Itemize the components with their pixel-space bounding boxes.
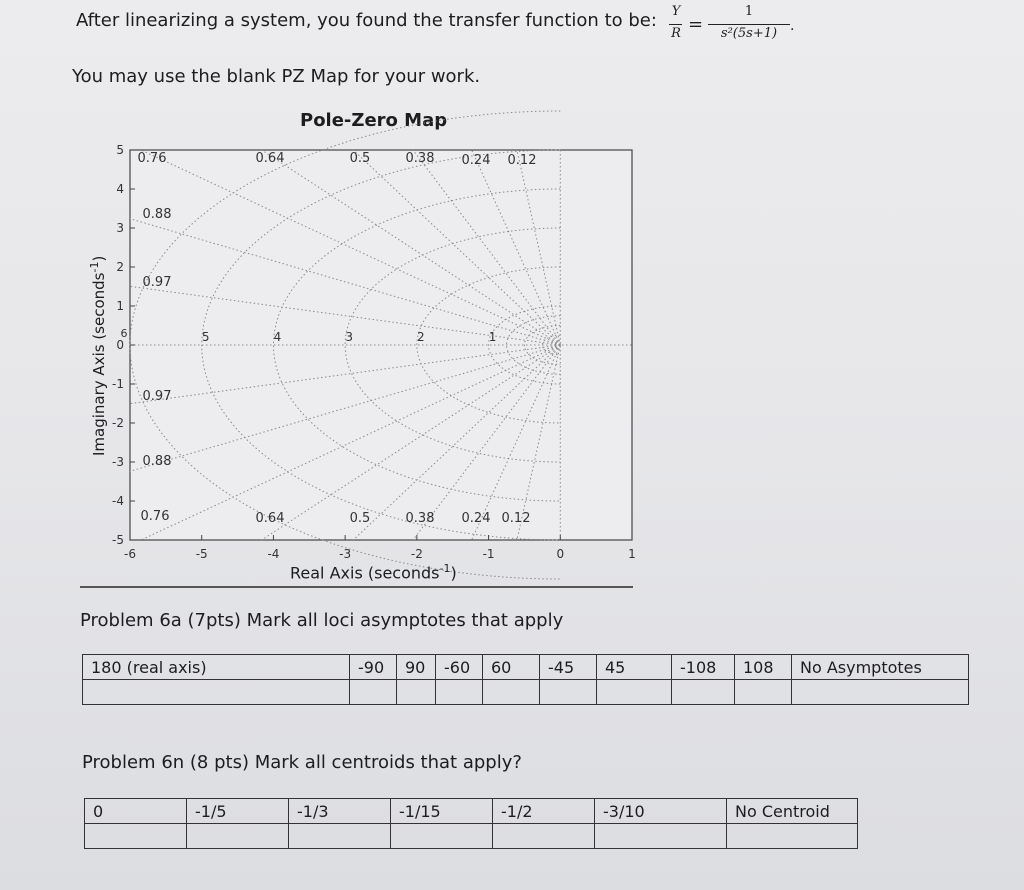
x-axis-label: Real Axis (seconds$^{-1}$) — [290, 562, 457, 583]
answer-cell[interactable] — [792, 680, 969, 705]
asymptote-answer-row — [83, 680, 969, 705]
frequency-label: 3 — [345, 330, 353, 344]
answer-cell[interactable] — [540, 680, 597, 705]
y-tick-label: 5 — [116, 143, 124, 157]
y-tick-label: -4 — [112, 494, 124, 508]
chart-bottom-border — [80, 586, 633, 588]
answer-cell[interactable] — [597, 680, 672, 705]
tf-denominator-r: R — [671, 26, 681, 41]
damping-label: 0.64 — [255, 151, 285, 166]
answer-cell[interactable] — [595, 824, 727, 849]
option-90: 90 — [397, 655, 436, 680]
option-neg1-15: -1/15 — [391, 799, 493, 824]
asymptotes-table — [82, 654, 969, 705]
answer-cell[interactable] — [436, 680, 483, 705]
answer-cell[interactable] — [483, 680, 540, 705]
x-tick-label: -3 — [339, 547, 352, 561]
y-tick-label: -5 — [112, 533, 124, 547]
asymptote-labels-row — [83, 655, 969, 680]
answer-cell[interactable] — [493, 824, 595, 849]
option-neg108: -108 — [672, 655, 735, 680]
frequency-label: 5 — [201, 330, 210, 344]
x-tick-label: 1 — [628, 547, 636, 561]
option-neg90: -90 — [350, 655, 397, 680]
option-neg45: -45 — [540, 655, 597, 680]
y-axis-label: Imaginary Axis (seconds$^{-1}$) — [88, 255, 108, 456]
tf-period: . — [790, 18, 795, 34]
problem-6n-text: Problem 6n (8 pts) Mark all centroids that apply? — [82, 752, 522, 773]
problem-6a-text: Problem 6a (7pts) Mark all loci asymptotes that apply — [80, 610, 564, 631]
tf-denominator: s²(5s+1) — [720, 26, 778, 41]
option-no-asymptotes: No Asymptotes — [792, 655, 969, 680]
tf-numerator: 1 — [744, 4, 754, 19]
y-tick-label: -1 — [112, 377, 124, 391]
damping-label: 0.38 — [405, 511, 435, 526]
y-tick-label: 0 — [116, 338, 124, 352]
problem-intro: After linearizing a system, you found the transfer function to be: — [76, 10, 657, 31]
answer-cell[interactable] — [397, 680, 436, 705]
pz-map-note: You may use the blank PZ Map for your work. — [72, 66, 481, 87]
x-tick-label: -6 — [124, 547, 136, 561]
damping-label: 0.5 — [349, 511, 371, 526]
tf-numerator-y: Y — [671, 4, 681, 19]
option-neg1-2: -1/2 — [493, 799, 595, 824]
x-tick-label: -4 — [267, 547, 280, 561]
damping-label: 0.97 — [142, 275, 172, 290]
answer-cell[interactable] — [83, 680, 350, 705]
y-tick-label: 4 — [116, 182, 124, 196]
option-neg60: -60 — [436, 655, 483, 680]
plot-frame — [130, 150, 632, 540]
damping-label: 0.12 — [507, 153, 537, 168]
answer-cell[interactable] — [85, 824, 187, 849]
option-neg1-5: -1/5 — [187, 799, 289, 824]
frequency-label: 6 — [120, 327, 128, 340]
answer-cell[interactable] — [735, 680, 792, 705]
damping-label: 0.64 — [255, 511, 285, 526]
damping-label: 0.12 — [501, 511, 531, 526]
y-tick-label: 1 — [116, 299, 124, 313]
answer-cell[interactable] — [289, 824, 391, 849]
centroid-answer-row — [85, 824, 858, 849]
option-45: 45 — [597, 655, 672, 680]
option-neg1-3: -1/3 — [289, 799, 391, 824]
damping-label: 0.88 — [142, 454, 172, 469]
option-108: 108 — [735, 655, 792, 680]
damping-label: 0.38 — [405, 151, 435, 166]
centroids-table — [84, 798, 858, 849]
damping-label: 0.5 — [349, 151, 371, 166]
option-0: 0 — [85, 799, 187, 824]
option-180: 180 (real axis) — [83, 655, 350, 680]
answer-cell[interactable] — [187, 824, 289, 849]
x-tick-label: -1 — [482, 547, 495, 561]
answer-cell[interactable] — [391, 824, 493, 849]
centroid-labels-row — [85, 799, 858, 824]
frequency-label: 4 — [273, 330, 282, 344]
x-tick-label: -5 — [195, 547, 208, 561]
y-tick-label: -2 — [112, 416, 124, 430]
y-tick-label: 2 — [116, 260, 124, 274]
chart-title: Pole-Zero Map — [300, 110, 448, 131]
x-tick-label: -2 — [410, 547, 423, 561]
damping-label: 0.76 — [140, 509, 170, 524]
answer-cell[interactable] — [672, 680, 735, 705]
damping-label: 0.24 — [461, 153, 491, 168]
frequency-label: 1 — [488, 330, 497, 344]
option-no-centroid: No Centroid — [727, 799, 858, 824]
y-tick-label: 3 — [116, 221, 124, 235]
option-neg3-10: -3/10 — [595, 799, 727, 824]
x-tick-label: 0 — [556, 547, 565, 561]
frequency-label: 2 — [417, 330, 425, 344]
option-60: 60 — [483, 655, 540, 680]
answer-cell[interactable] — [727, 824, 858, 849]
damping-label: 0.76 — [137, 151, 167, 166]
damping-label: 0.24 — [461, 511, 491, 526]
damping-label: 0.88 — [142, 207, 172, 222]
answer-cell[interactable] — [350, 680, 397, 705]
tf-equals: = — [688, 14, 704, 35]
y-tick-label: -3 — [112, 455, 124, 469]
damping-label: 0.97 — [142, 389, 172, 404]
